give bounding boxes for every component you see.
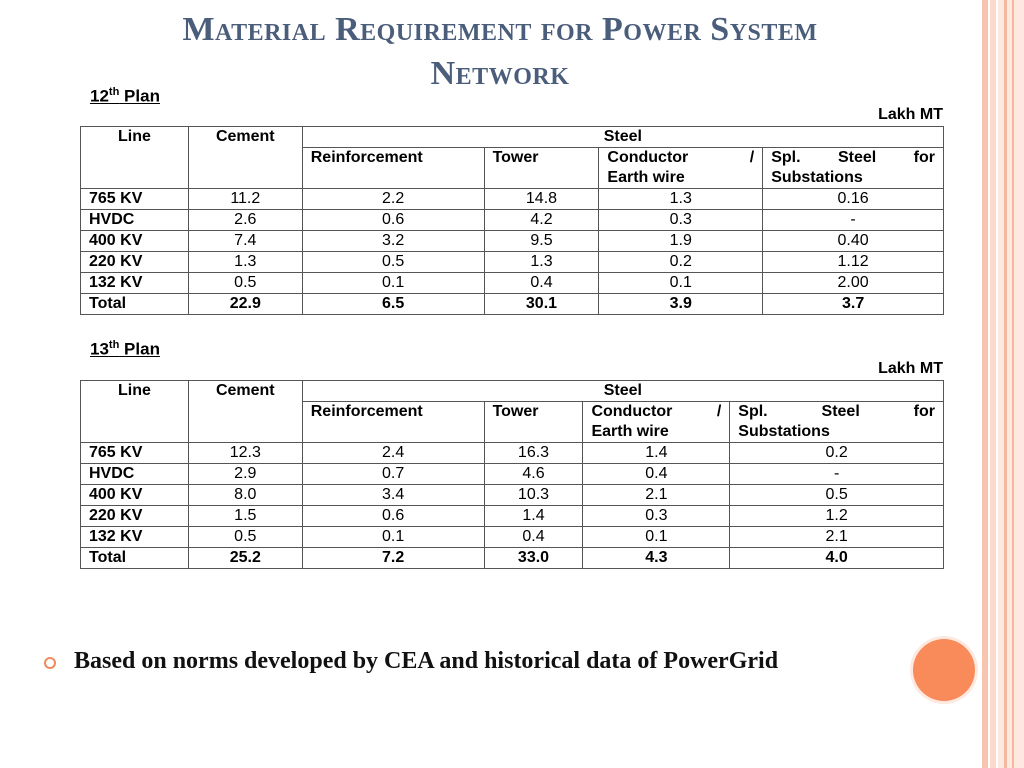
decorative-stripe <box>998 0 1024 768</box>
table-row: HVDC 2.6 0.6 4.2 0.3 - <box>81 210 944 231</box>
decorative-orb <box>913 639 975 701</box>
decorative-stripe <box>1012 0 1014 768</box>
col-header-spl-steel: Spl. Steel for Substations <box>763 148 944 189</box>
table-row: 132 KV 0.5 0.1 0.4 0.1 2.1 <box>81 527 944 548</box>
slide-title-line2: Network <box>430 55 570 92</box>
material-table-13th-plan <box>80 380 944 569</box>
decorative-stripe <box>1004 0 1007 768</box>
col-header-tower: Tower <box>484 148 599 189</box>
col-header-cement: Cement <box>188 127 302 189</box>
table-row: 765 KV 12.3 2.4 16.3 1.4 0.2 <box>81 443 944 464</box>
col-header-spl-steel: Spl. Steel for Substations <box>730 402 944 443</box>
slide-title-line1: Material Requirement for Power System <box>182 11 818 48</box>
decorative-stripe <box>990 0 996 768</box>
col-header-steel: Steel <box>302 381 943 402</box>
plan-heading-13: 13th Plan <box>90 339 160 359</box>
table-row: 132 KV 0.5 0.1 0.4 0.1 2.00 <box>81 273 944 294</box>
col-header-cement: Cement <box>188 381 302 443</box>
table-row: 400 KV 7.4 3.2 9.5 1.9 0.40 <box>81 231 944 252</box>
table-row-total: Total 22.9 6.5 30.1 3.9 3.7 <box>81 294 944 315</box>
col-header-tower: Tower <box>484 402 583 443</box>
unit-label: Lakh MT <box>878 106 943 123</box>
unit-label: Lakh MT <box>878 360 943 377</box>
bullet-icon <box>44 657 56 669</box>
table-row: HVDC 2.9 0.7 4.6 0.4 - <box>81 464 944 485</box>
table-row: 220 KV 1.5 0.6 1.4 0.3 1.2 <box>81 506 944 527</box>
col-header-line: Line <box>81 381 189 443</box>
col-header-reinforcement: Reinforcement <box>302 402 484 443</box>
decorative-stripe <box>982 0 988 768</box>
material-table-12th-plan <box>80 126 944 315</box>
col-header-conductor: Conductor / Earth wire <box>599 148 763 189</box>
table-row: 400 KV 8.0 3.4 10.3 2.1 0.5 <box>81 485 944 506</box>
col-header-reinforcement: Reinforcement <box>302 148 484 189</box>
table-row: 220 KV 1.3 0.5 1.3 0.2 1.12 <box>81 252 944 273</box>
col-header-conductor: Conductor / Earth wire <box>583 402 730 443</box>
bullet-note: Based on norms developed by CEA and historical data of PowerGrid <box>74 648 779 674</box>
col-header-steel: Steel <box>302 127 943 148</box>
table-row: 765 KV 11.2 2.2 14.8 1.3 0.16 <box>81 189 944 210</box>
col-header-line: Line <box>81 127 189 189</box>
table-row-total: Total 25.2 7.2 33.0 4.3 4.0 <box>81 548 944 569</box>
slide-title <box>40 8 960 96</box>
plan-heading-12: 12th Plan <box>90 86 160 106</box>
